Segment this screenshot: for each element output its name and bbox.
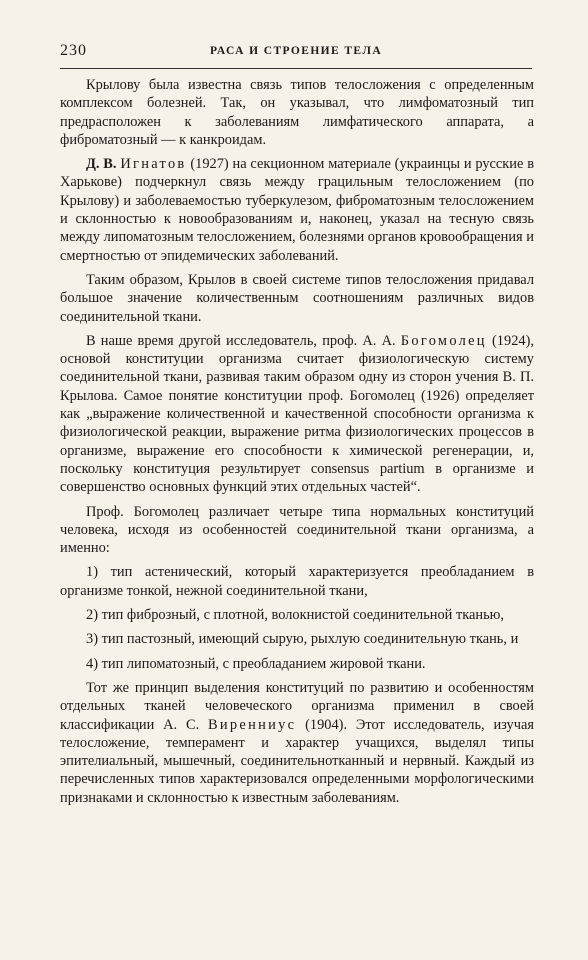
body-text	[60, 76, 534, 813]
paragraph-6-start: Тот же принцип выделения конституций по развитию и особенностям отдельных тканей человеческого организма применил в своей классификации А. С.	[60, 679, 534, 733]
paragraph-3: Таким образом, Крылов в своей системе типов телосложения придавал большое значение количественным соотношениям различных видов соединительной ткани.	[60, 271, 534, 325]
page-header	[60, 42, 532, 69]
paragraph-4	[60, 332, 534, 497]
author-name-bogomolets: Богомолец	[400, 332, 487, 349]
author-name-virenius: Виренниус	[208, 716, 297, 733]
paragraph-1: Крылову была известна связь типов телосложения с определенным комплексом болезней. Так, он указывал, что лимфоматозный тип предрасположен к заболеваниям лимфатического аппарата, а фиброматозный — к канкроидам.	[60, 77, 534, 148]
list-item-1: 1) тип астенический, который характеризуется преобладанием в организме тонкой, нежной соединительной ткани,	[60, 564, 534, 599]
paragraph-4-start: В наше время другой исследователь, проф. А. А.	[86, 332, 396, 349]
paragraph-2	[60, 155, 534, 265]
list-item-3: 3) тип пастозный, имеющий сырую, рыхлую соединительную ткань, и	[86, 631, 519, 648]
running-title: РАСА И СТРОЕНИЕ ТЕЛА	[209, 45, 383, 57]
paragraph-6-text: (1904). Этот исследователь, изучая телосложение, темперамент и характер учащихся, выделял типы эпителиальный, мышечный, соединительнотканный и нервный. Каждый из перечисленных типов характеризовался определенными морфологическими признаками и склонностью к известным заболеваниям.	[60, 716, 534, 806]
paragraph-5: Проф. Богомолец различает четыре типа нормальных конституций человека, исходя из особенностей соединительной ткани организма, а именно:	[60, 503, 534, 557]
page-number: 230	[60, 42, 87, 59]
list-item-2: 2) тип фиброзный, с плотной, волокнистой соединительной тканью,	[86, 607, 505, 624]
author-initials: Д. В.	[86, 156, 117, 173]
paragraph-6	[60, 679, 534, 807]
paragraph-2-text: (1927) на секционном материале (украинцы и русские в Харькове) подчеркнул связь между грацильным телосложением (по Крылову) и заболеваемостью туберкулезом, фиброматозным телосложением и склонностью к новообразованиям и, наконец, указал на тесную связь между липоматозным телосложением, болезнями органов кровообращения и смертностью от эпидемических заболеваний.	[60, 156, 534, 264]
author-name-ignatov: Игнатов	[120, 156, 187, 173]
list-item-4: 4) тип липоматозный, с преобладанием жировой ткани.	[86, 655, 426, 672]
paragraph-4-text: (1924), основой конституции организма считает физиологическую систему соединительной ткани, развивая таким образом одну из сторон учения В. П. Крылова. Самое понятие конституции проф. Богомолец (1926) определяет как „выражение количественной и качественной способности организма к физиологической реакции, выражение ритма физиологических процессов в организме, выражение его способности к химической регенерации, и, поскольку конституция результирует consensus partium в организме и совершенство основных функций этих отдельных частей“.	[60, 332, 534, 496]
